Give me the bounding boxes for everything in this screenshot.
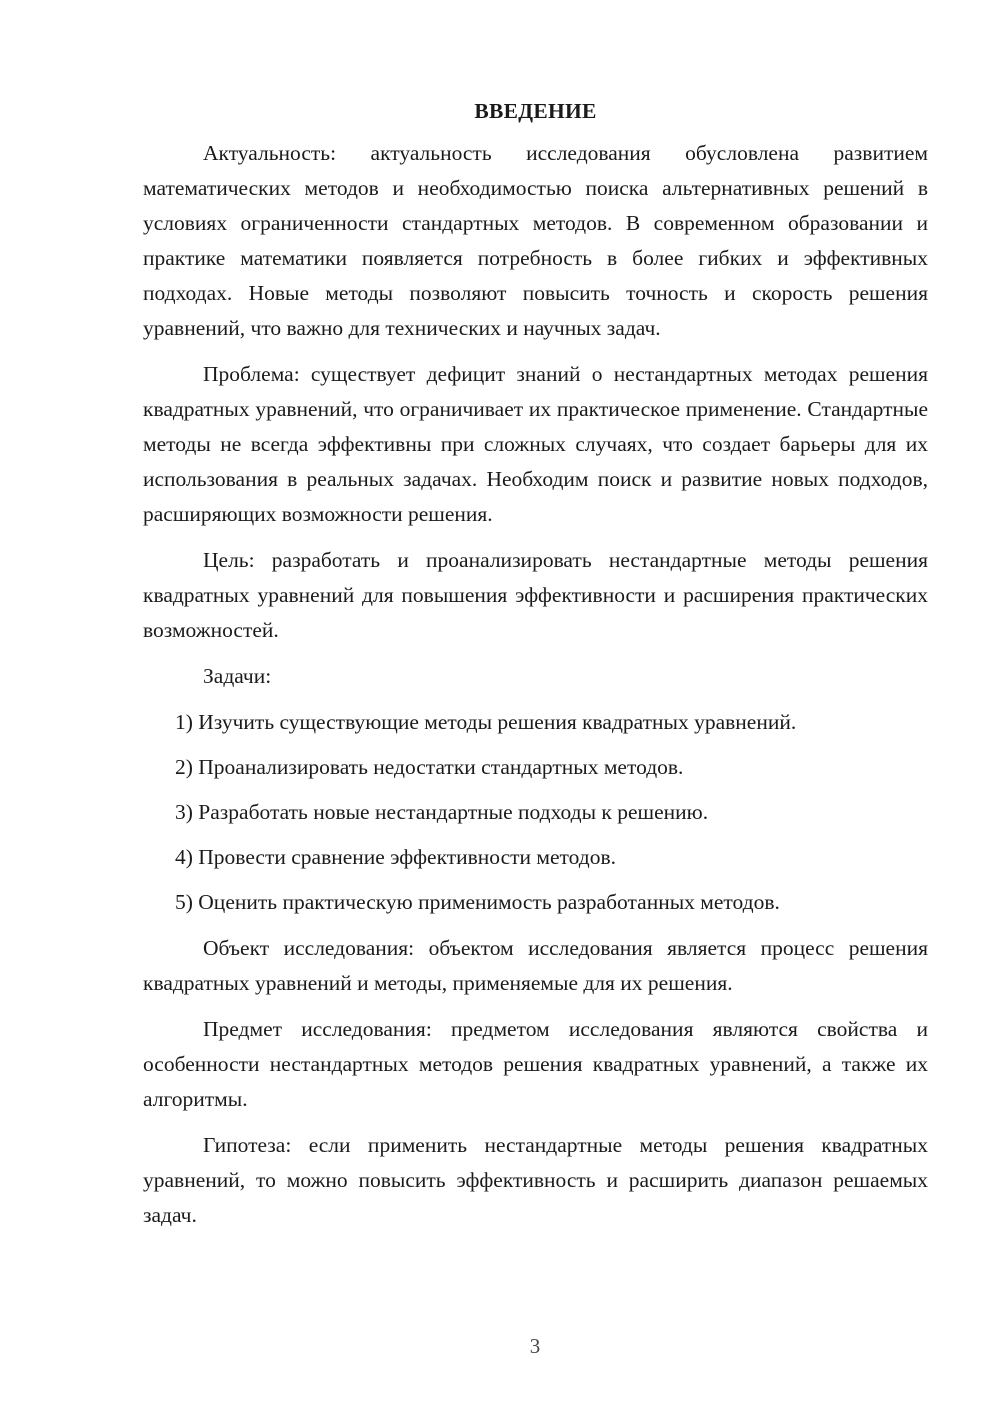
hypothesis-paragraph: Гипотеза: если применить нестандартные методы решения квадратных уравнений, то можно повысить эффективность и расширить диапазон решаемых задач. bbox=[143, 1133, 928, 1227]
page-content bbox=[143, 94, 928, 1244]
task-item-4: 4) Провести сравнение эффективности методов. bbox=[175, 845, 617, 869]
relevance-paragraph: Актуальность: актуальность исследования обусловлена развитием математических методов и необходимостью поиска альтернативных решений в условиях ограниченности стандартных методов. В современном образовании и практике математики появляется потребность в более гибких и эффективных подходах. Новые методы позволяют повысить точность и скорость решения уравнений, что важно для технических и научных задач. bbox=[143, 141, 928, 340]
tasks-heading: Задачи: bbox=[203, 664, 272, 688]
section-title: ВВЕДЕНИЕ bbox=[474, 99, 597, 123]
task-item-1: 1) Изучить существующие методы решения квадратных уравнений. bbox=[175, 710, 797, 734]
object-paragraph: Объект исследования: объектом исследования является процесс решения квадратных уравнений и методы, применяемые для их решения. bbox=[143, 936, 928, 995]
problem-paragraph: Проблема: существует дефицит знаний о нестандартных методах решения квадратных уравнений, что ограничивает их практическое применение. Стандартные методы не всегда эффективны при сложных случаях, что создает барьеры для их использования в реальных задачах. Необходим поиск и развитие новых подходов, расширяющих возможности решения. bbox=[143, 362, 928, 526]
page-number: 3 bbox=[529, 1334, 541, 1358]
goal-paragraph: Цель: разработать и проанализировать нестандартные методы решения квадратных уравнений для повышения эффективности и расширения практических возможностей. bbox=[143, 548, 928, 642]
task-item-2: 2) Проанализировать недостатки стандартных методов. bbox=[175, 755, 684, 779]
task-item-3: 3) Разработать новые нестандартные подходы к решению. bbox=[175, 800, 709, 824]
subject-paragraph: Предмет исследования: предметом исследования являются свойства и особенности нестандартных методов решения квадратных уравнений, а также их алгоритмы. bbox=[143, 1017, 928, 1111]
task-item-5: 5) Оценить практическую применимость разработанных методов. bbox=[175, 890, 780, 914]
task-list bbox=[143, 705, 928, 920]
